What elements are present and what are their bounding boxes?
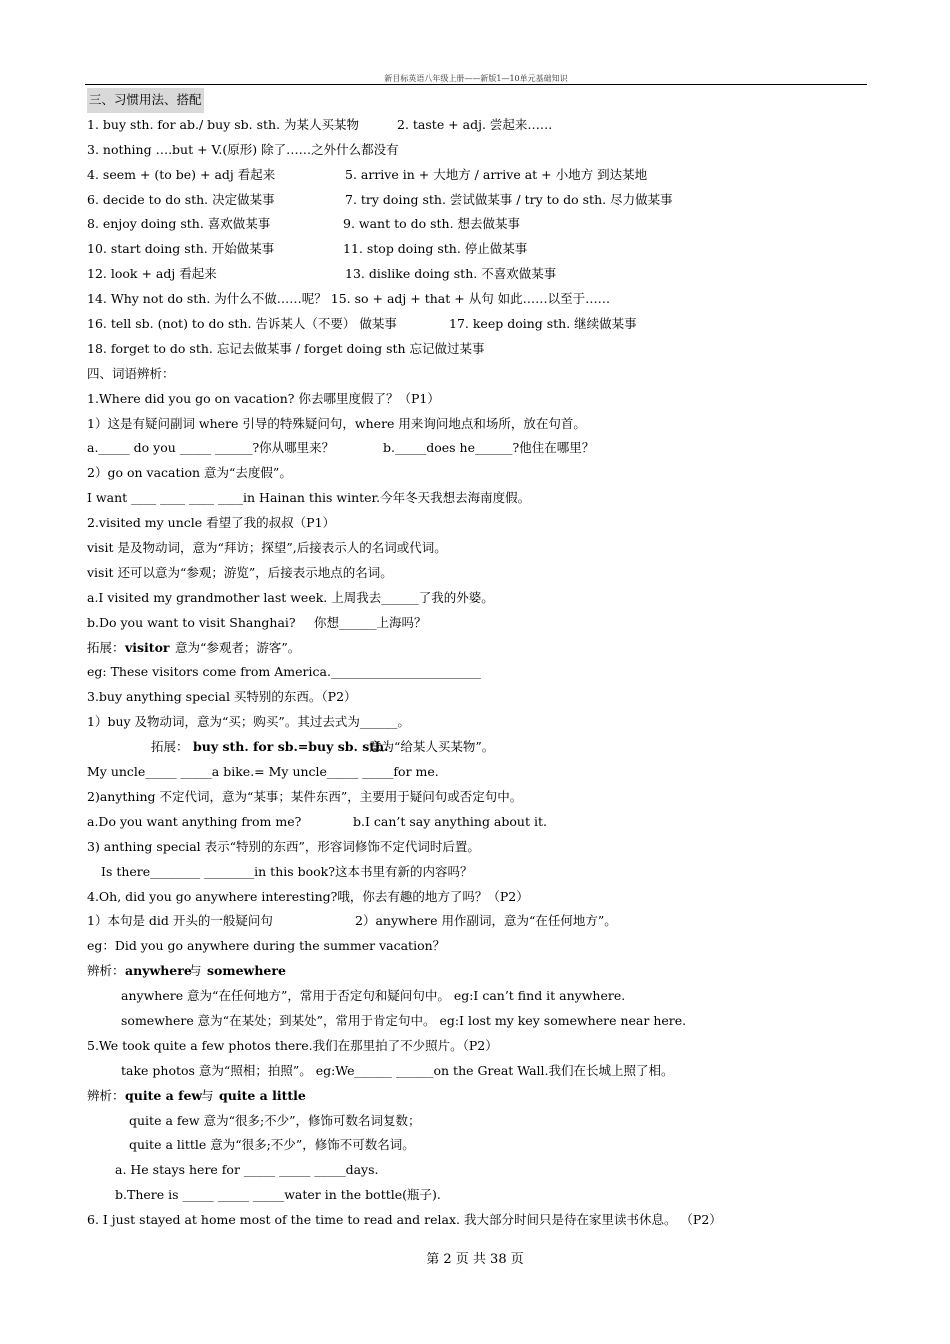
text-segment: 6. decide to do sth. 决定做某事: [87, 191, 275, 207]
text-segment: eg: These visitors come from America.________________________: [87, 664, 481, 680]
text-line: [87, 710, 877, 735]
text-segment: b.I can’t say anything about it.: [353, 813, 547, 829]
text-line: [87, 1084, 877, 1109]
text-segment: b._____does he______?他住在哪里？: [383, 440, 595, 456]
text-segment: 辨析：: [87, 963, 125, 979]
text-line: [87, 262, 877, 287]
text-segment: 7. try doing sth. 尝试做某事 / try to do sth. 尽力做某事: [345, 191, 673, 207]
document-body: [87, 88, 877, 1233]
text-segment: 3. nothing ….but + V.(原形) 除了……之外什么都没有: [87, 141, 399, 157]
text-line: [87, 810, 877, 835]
text-line: [87, 312, 877, 337]
text-segment: 辨析：: [87, 1087, 125, 1103]
text-line: [87, 212, 877, 237]
text-segment: a._____ do you _____ ______?你从哪里来？: [87, 440, 335, 456]
text-segment: 与: [201, 1087, 214, 1103]
text-segment: eg：Did you go anywhere during the summer vacation？: [87, 938, 446, 954]
text-line: [87, 1133, 877, 1158]
bold-text: quite a few: [125, 1087, 203, 1103]
text-segment: 14. Why not do sth. 为什么不做……呢？ 15. so + adj + that + 从句 如此……以至于……: [87, 291, 611, 307]
page-footer: 第 2 页 共 38 页: [426, 1252, 524, 1267]
text-segment: 拓展：: [151, 739, 189, 755]
text-segment: 与: [189, 963, 202, 979]
text-segment: 6. I just stayed at home most of the time to read and relax. 我大部分时间只是待在家里读书休息。 （P2）: [87, 1212, 722, 1228]
text-segment: 3) anthing special 表示“特别的东西”，形容词修饰不定代词时后置。: [87, 838, 480, 854]
text-line: [87, 362, 877, 387]
text-segment: 1）这是有疑问副词 where 引导的特殊疑问句，where 用来询问地点和场所，放在句首。: [87, 415, 586, 431]
text-line: [87, 909, 877, 934]
text-line: [87, 1109, 877, 1134]
text-line: [87, 660, 877, 685]
text-line: [87, 1208, 877, 1233]
text-segment: 17. keep doing sth. 继续做某事: [449, 316, 637, 332]
text-segment: take photos 意为“照相；拍照”。 eg:We______ ______on the Great Wall.我们在长城上照了相。: [121, 1062, 674, 1078]
text-line: [87, 1183, 877, 1208]
text-segment: 1. buy sth. for ab./ buy sb. sth. 为某人买某物: [87, 116, 360, 132]
text-segment: 2）go on vacation 意为“去度假”。: [87, 465, 292, 481]
text-segment: 12. look + adj 看起来: [87, 266, 217, 282]
text-segment: My uncle_____ _____a bike.= My uncle_____ _____for me.: [87, 764, 439, 780]
text-segment: 3.buy anything special 买特别的东西。（P2）: [87, 689, 357, 705]
text-line: [87, 760, 877, 785]
text-line: [87, 337, 877, 362]
text-segment: 9. want to do sth. 想去做某事: [343, 216, 521, 232]
text-segment: 1.Where did you go on vacation? 你去哪里度假了？（P1）: [87, 390, 440, 406]
text-line: [87, 735, 877, 760]
text-line: [87, 885, 877, 910]
text-line: [87, 1059, 877, 1084]
text-segment: 16. tell sb. (not) to do sth. 告诉某人（不要） 做某事: [87, 316, 397, 332]
text-line: [87, 486, 877, 511]
page-header: 新目标英语八年级上册——新版1—10单元基础知识: [85, 74, 867, 85]
text-segment: 5. arrive in + 大地方 / arrive at + 小地方 到达某地: [345, 166, 648, 182]
text-segment: 18. forget to do sth. 忘记去做某事 / forget doing sth 忘记做过某事: [87, 340, 485, 356]
text-line: [87, 1009, 877, 1034]
bold-text: visitor: [125, 639, 170, 655]
text-line: [87, 785, 877, 810]
text-segment: 1）本句是 did 开头的一般疑问句: [87, 913, 273, 929]
text-segment: anywhere 意为“在任何地方”，常用于否定句和疑问句中。 eg:I can’t find it anywhere.: [121, 988, 626, 1004]
text-segment: 4.Oh, did you go anywhere interesting?哦，你去有趣的地方了吗？（P2）: [87, 888, 529, 904]
bold-text: anywhere: [125, 963, 192, 979]
text-line: [87, 436, 877, 461]
text-segment: 拓展：: [87, 639, 125, 655]
text-segment: I want ____ ____ ____ ____in Hainan this winter.今年冬天我想去海南度假。: [87, 490, 531, 506]
text-segment: quite a little 意为“很多;不少”，修饰不可数名词。: [129, 1137, 415, 1153]
text-segment: 你想______上海吗？: [314, 614, 427, 630]
bold-text: somewhere: [207, 963, 286, 979]
bold-text: buy sth. for sb.=buy sb. sth.: [193, 739, 389, 755]
text-segment: visit 是及物动词，意为“拜访；探望”,后接表示人的名词或代词。: [87, 540, 447, 556]
text-segment: a. He stays here for _____ _____ _____days.: [115, 1162, 379, 1178]
text-line: [87, 88, 877, 113]
text-segment: 意为“给某人买某物”。: [369, 739, 495, 755]
text-line: [87, 113, 877, 138]
text-line: [87, 1034, 877, 1059]
bold-text: quite a little: [219, 1087, 306, 1103]
text-segment: a.I visited my grandmother last week. 上周我去______了我的外婆。: [87, 589, 494, 605]
text-line: [87, 287, 877, 312]
text-line: [87, 685, 877, 710]
text-line: [87, 561, 877, 586]
text-segment: a.Do you want anything from me?: [87, 813, 302, 829]
text-segment: 8. enjoy doing sth. 喜欢做某事: [87, 216, 271, 232]
text-line: [87, 959, 877, 984]
text-segment: 5.We took quite a few photos there.我们在那里拍了不少照片。（P2）: [87, 1037, 498, 1053]
text-segment: 三、习惯用法、搭配: [87, 88, 204, 113]
text-line: [87, 860, 877, 885]
text-line: [87, 984, 877, 1009]
text-line: [87, 188, 877, 213]
text-line: [87, 138, 877, 163]
text-line: [87, 412, 877, 437]
text-segment: 四、词语辨析：: [87, 365, 175, 381]
text-line: [87, 835, 877, 860]
text-line: [87, 237, 877, 262]
text-segment: 2. taste + adj. 尝起来……: [397, 116, 553, 132]
text-segment: Is there________ ________in this book?这本书里有新的内容吗？: [101, 863, 473, 879]
text-segment: 4. seem + (to be) + adj 看起来: [87, 166, 276, 182]
text-line: [87, 611, 877, 636]
text-segment: somewhere 意为“在某处；到某处”，常用于肯定句中。 eg:I lost my key somewhere near here.: [121, 1012, 687, 1028]
text-segment: 2.visited my uncle 看望了我的叔叔（P1）: [87, 515, 336, 531]
text-line: [87, 461, 877, 486]
text-line: [87, 536, 877, 561]
text-segment: 13. dislike doing sth. 不喜欢做某事: [345, 266, 557, 282]
text-line: [87, 586, 877, 611]
text-segment: 2）anywhere 用作副词，意为“在任何地方”。: [355, 913, 617, 929]
text-segment: 11. stop doing sth. 停止做某事: [343, 241, 528, 257]
text-segment: 2)anything 不定代词，意为“某事；某件东西”，主要用于疑问句或否定句中。: [87, 788, 523, 804]
text-line: [87, 163, 877, 188]
text-segment: quite a few 意为“很多;不少”，修饰可数名词复数；: [129, 1112, 421, 1128]
text-segment: 10. start doing sth. 开始做某事: [87, 241, 275, 257]
text-segment: b.There is _____ _____ _____water in the bottle(瓶子).: [115, 1187, 441, 1203]
text-line: [87, 511, 877, 536]
text-segment: b.Do you want to visit Shanghai?: [87, 614, 296, 630]
text-segment: visit 还可以意为“参观；游览”，后接表示地点的名词。: [87, 564, 393, 580]
text-line: [87, 387, 877, 412]
text-line: [87, 1158, 877, 1183]
text-segment: 意为“参观者；游客”。: [175, 639, 301, 655]
text-line: [87, 934, 877, 959]
text-segment: 1）buy 及物动词，意为“买；购买”。其过去式为______。: [87, 714, 410, 730]
text-line: [87, 636, 877, 661]
